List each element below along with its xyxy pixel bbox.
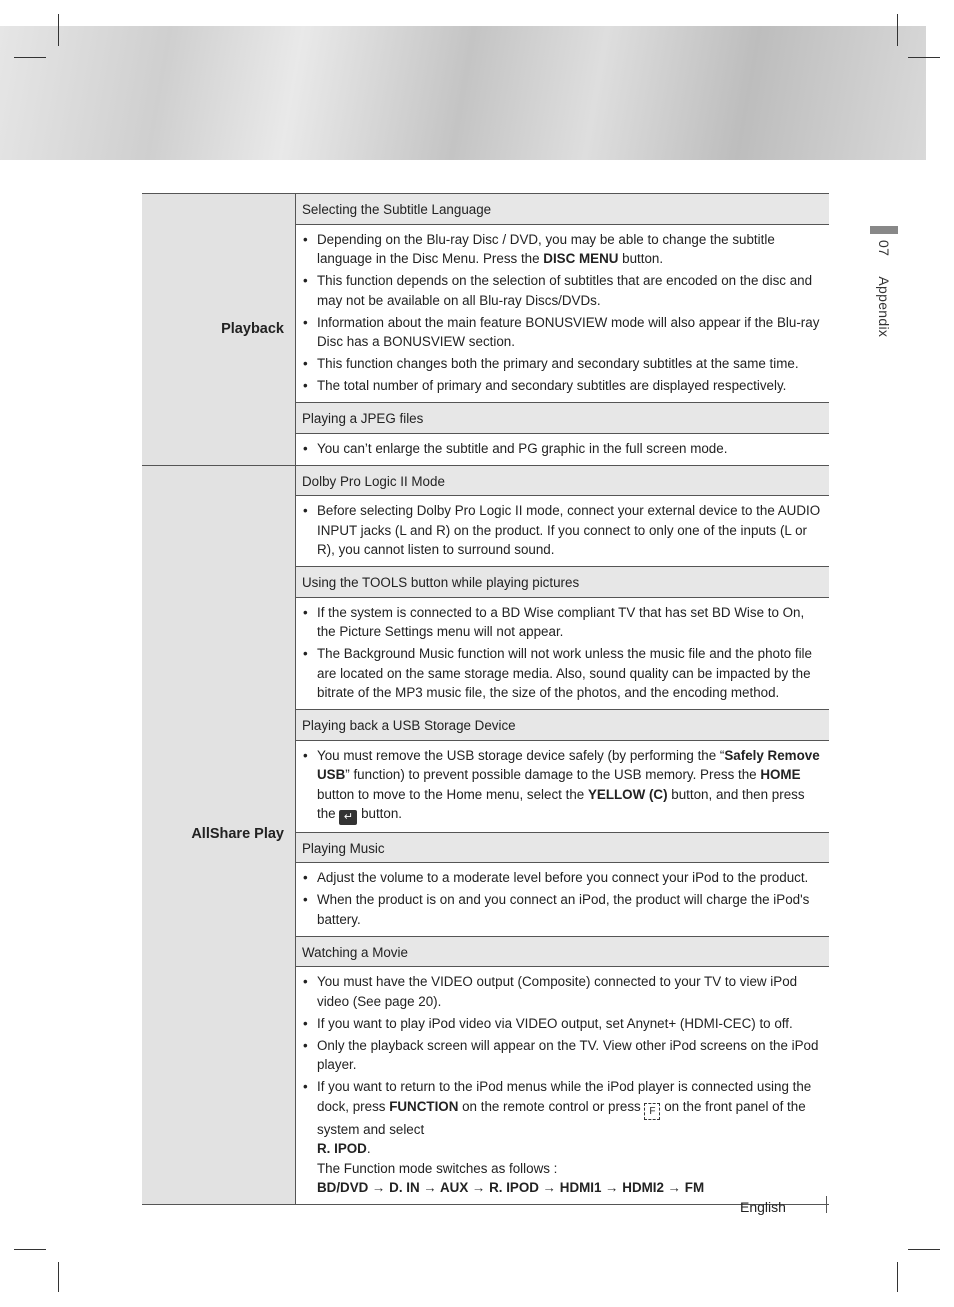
chapter-tab-marker xyxy=(870,226,898,234)
note-item xyxy=(302,313,825,352)
bold-term: FUNCTION xyxy=(389,1098,459,1114)
bullet-icon: • xyxy=(303,273,308,288)
note-item xyxy=(302,501,825,560)
bullet-icon: • xyxy=(303,503,308,518)
bullet-icon: • xyxy=(303,604,308,620)
note-text: If you want to return to the iPod menus while the iPod player is connected using the dock, press xyxy=(317,1079,812,1114)
note-text: . xyxy=(366,1141,371,1156)
sub-heading: Selecting the Subtitle Language xyxy=(296,194,830,225)
function-button-icon: F xyxy=(644,1103,660,1120)
note-item xyxy=(302,1014,825,1034)
notes-cell xyxy=(296,433,830,465)
bold-term: YELLOW (C) xyxy=(587,786,668,802)
note-item xyxy=(302,972,825,1011)
note-item xyxy=(302,271,825,310)
bullet-icon: • xyxy=(303,646,308,661)
note-text: ” function) to prevent possible damage to the USB memory. Press the xyxy=(345,767,761,782)
chapter-number: 07 xyxy=(876,240,892,257)
appendix-table xyxy=(142,193,829,1205)
sub-heading-row xyxy=(142,194,829,225)
bold-term: Safely Remove USB xyxy=(317,747,820,782)
category-label: AllShare Play xyxy=(142,465,296,1205)
crop-mark xyxy=(897,1262,898,1292)
note-text: button. xyxy=(618,251,664,266)
sub-heading: Playing Music xyxy=(296,832,830,863)
note-text: You must have the VIDEO output (Composite) connected to your TV to view iPod video (See page 20). xyxy=(317,974,798,1009)
sub-heading: Watching a Movie xyxy=(296,936,830,967)
crop-mark xyxy=(908,1249,940,1250)
note-item xyxy=(302,1036,825,1075)
category-label: Playback xyxy=(142,194,296,466)
notes-list xyxy=(302,501,825,560)
note-item xyxy=(302,1077,825,1198)
crop-mark xyxy=(58,14,59,46)
note-item xyxy=(302,603,825,642)
notes-cell xyxy=(296,967,830,1205)
note-item xyxy=(302,644,825,703)
sub-heading-row xyxy=(142,465,829,496)
bold-term: HOME xyxy=(760,767,801,782)
note-text: The total number of primary and secondary subtitles are displayed respectively. xyxy=(317,378,787,393)
notes-cell xyxy=(296,496,830,567)
notes-cell xyxy=(296,597,830,710)
note-text: If the system is connected to a BD Wise compliant TV that has set BD Wise to On, the Picture Settings menu will not appear. xyxy=(317,604,805,639)
crop-mark xyxy=(14,57,46,58)
note-item xyxy=(302,230,825,269)
notes-list xyxy=(302,868,825,929)
note-item xyxy=(302,890,825,929)
note-text: Only the playback screen will appear on the TV. View other iPod screens on the iPod player. xyxy=(317,1037,819,1072)
note-text: You can’t enlarge the subtitle and PG graphic in the full screen mode. xyxy=(317,440,728,456)
notes-list xyxy=(302,603,825,703)
chapter-title: Appendix xyxy=(876,276,892,338)
bullet-icon: • xyxy=(303,314,308,330)
note-item xyxy=(302,746,825,826)
footer-divider xyxy=(826,1196,827,1213)
note-text: on the front panel of the system and select xyxy=(317,1098,806,1137)
note-text: button. xyxy=(357,806,403,821)
note-text: Depending on the Blu-ray Disc / DVD, you may be able to change the subtitle language in the Disc Menu. Press the xyxy=(317,231,775,266)
bullet-icon: • xyxy=(303,892,308,907)
bold-term: R. IPOD xyxy=(317,1141,367,1156)
crop-mark xyxy=(14,1249,46,1250)
notes-cell xyxy=(296,740,830,832)
header-banner xyxy=(0,26,926,160)
note-text: button, and then press the xyxy=(317,786,805,821)
note-item xyxy=(302,439,825,459)
bold-term: DISC MENU xyxy=(543,251,619,266)
sub-heading: Playing a JPEG files xyxy=(296,403,830,434)
note-text: If you want to play iPod video via VIDEO output, set Anynet+ (HDMI-CEC) to off. xyxy=(317,1015,793,1031)
note-text: Before selecting Dolby Pro Logic II mode, connect your external device to the AUDIO INPUT jacks (L and R) on the product. If you connect to only one of the inputs (L or R), you cannot listen to surround sound. xyxy=(317,503,821,557)
note-item xyxy=(302,354,825,374)
bullet-icon: • xyxy=(303,1079,308,1094)
note-text: This function depends on the selection of subtitles that are encoded on the disc and may not be available on all Blu-ray Discs/DVDs. xyxy=(317,273,813,308)
bullet-icon: • xyxy=(303,870,308,885)
crop-mark xyxy=(58,1262,59,1292)
note-text: This function changes both the primary and secondary subtitles at the same time. xyxy=(317,356,799,371)
sub-heading: Using the TOOLS button while playing pictures xyxy=(296,567,830,598)
notes-list xyxy=(302,746,825,826)
bullet-icon: • xyxy=(303,378,308,393)
notes-list xyxy=(302,972,825,1198)
bullet-icon: • xyxy=(303,440,308,456)
note-text: When the product is on and you connect an iPod, the product will charge the iPod's battery. xyxy=(317,892,810,927)
bullet-icon: • xyxy=(303,1015,308,1031)
note-text: The Function mode switches as follows : xyxy=(317,1160,558,1176)
bold-term: BD/DVD → D. IN → AUX → R. IPOD → HDMI1 → HDMI2 → FM xyxy=(317,1180,705,1195)
crop-mark xyxy=(908,57,940,58)
sub-heading: Playing back a USB Storage Device xyxy=(296,710,830,741)
notes-cell xyxy=(296,863,830,937)
notes-cell xyxy=(296,224,830,403)
note-text: button to move to the Home menu, select the xyxy=(317,786,588,802)
note-text: Adjust the volume to a moderate level before you connect your iPod to the product. xyxy=(317,870,809,885)
notes-list xyxy=(302,439,825,459)
bullet-icon: • xyxy=(303,1037,308,1053)
note-text: The Background Music function will not work unless the music file and the photo file are located on the same storage media. Also, sound quality can be impacted by the bitrate of the MP3 music file, the size of the photos, and the encoding method. xyxy=(317,646,812,700)
note-text: Information about the main feature BONUSVIEW mode will also appear if the Blu-ray Disc has a BONUSVIEW section. xyxy=(317,314,820,349)
sub-heading: Dolby Pro Logic II Mode xyxy=(296,465,830,496)
bullet-icon: • xyxy=(303,747,308,763)
chapter-label xyxy=(876,240,892,337)
note-item xyxy=(302,376,825,396)
note-item xyxy=(302,868,825,888)
footer-language: English xyxy=(740,1199,786,1215)
bullet-icon: • xyxy=(303,974,308,989)
notes-list xyxy=(302,230,825,396)
crop-mark xyxy=(897,14,898,46)
enter-button-icon: ↵ xyxy=(339,810,357,825)
note-text: You must remove the USB storage device safely (by performing the “ xyxy=(317,747,725,763)
note-text: on the remote control or press xyxy=(458,1098,645,1114)
bullet-icon: • xyxy=(303,231,308,247)
bullet-icon: • xyxy=(303,356,308,371)
